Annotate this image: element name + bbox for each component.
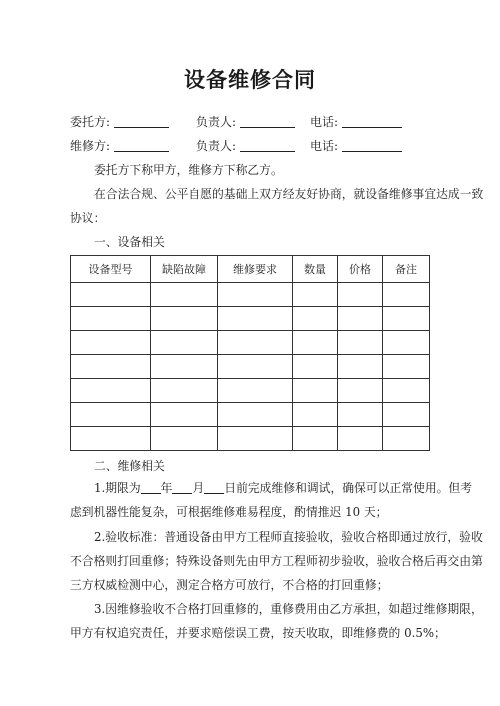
repairer-responsible-label: 负责人: bbox=[196, 139, 237, 153]
item-2-line-1: 2.验收标准：普通设备由甲方工程师直接验收，验收合格即通过放行，验收 bbox=[94, 530, 483, 544]
client-blank[interactable] bbox=[114, 114, 169, 128]
table-cell[interactable] bbox=[218, 307, 293, 331]
table-cell[interactable] bbox=[71, 427, 151, 451]
intro-line-1: 委托方下称甲方，维修方下称乙方。 bbox=[94, 163, 283, 177]
intro-line-2b: 协议： bbox=[70, 211, 106, 225]
intro-line-2a: 在合法合规、公平自愿的基础上双方经友好协商，就设备维修事宜达成一致 bbox=[94, 187, 484, 201]
header-model: 设备型号 bbox=[71, 256, 151, 283]
table-row bbox=[71, 427, 430, 451]
client-responsible-blank[interactable] bbox=[240, 114, 295, 128]
table-cell[interactable] bbox=[338, 403, 383, 427]
repairer-label: 维修方: bbox=[70, 139, 111, 153]
repairer-phone-blank[interactable] bbox=[342, 138, 402, 152]
item-3-line-2: 甲方有权追究责任，并要求赔偿误工费，按天收取，即维修费的 0.5%； bbox=[70, 626, 446, 640]
table-row bbox=[71, 403, 430, 427]
table-cell[interactable] bbox=[338, 427, 383, 451]
table-cell[interactable] bbox=[293, 403, 338, 427]
client-responsible-label: 负责人: bbox=[196, 115, 237, 129]
repairer-blank[interactable] bbox=[114, 138, 169, 152]
table-cell[interactable] bbox=[71, 331, 151, 355]
repairer-phone-label: 电话: bbox=[310, 139, 339, 153]
table-row bbox=[71, 379, 430, 403]
client-responsible-field bbox=[196, 113, 295, 130]
table-cell[interactable] bbox=[218, 403, 293, 427]
table-cell[interactable] bbox=[338, 355, 383, 379]
item-1 bbox=[70, 476, 473, 524]
table-cell[interactable] bbox=[293, 331, 338, 355]
table-cell[interactable] bbox=[151, 307, 218, 331]
header-remarks: 备注 bbox=[383, 256, 430, 283]
item-2-line-2: 不合格则打回重修；特殊设备则先由甲方工程师初步验收，验收合格后再交由第 bbox=[70, 554, 483, 568]
table-cell[interactable] bbox=[293, 427, 338, 451]
section-1-heading: 一、设备相关 bbox=[94, 235, 165, 249]
table-cell[interactable] bbox=[71, 403, 151, 427]
table-cell[interactable] bbox=[218, 283, 293, 307]
table-cell[interactable] bbox=[218, 427, 293, 451]
year-blank[interactable] bbox=[141, 481, 161, 494]
item-1-suffix: 日前完成维修和调试，确保可以正常使用。但考 bbox=[224, 481, 473, 495]
table-cell[interactable] bbox=[293, 307, 338, 331]
item-1-month: 月 bbox=[192, 481, 205, 495]
table-row bbox=[71, 355, 430, 379]
table-cell[interactable] bbox=[293, 283, 338, 307]
item-2-line-3: 三方权威检测中心，测定合格方可放行，不合格的打回重修； bbox=[70, 578, 389, 592]
repairer-field bbox=[70, 137, 169, 154]
header-requirement: 维修要求 bbox=[218, 256, 293, 283]
table-row bbox=[71, 283, 430, 307]
item-1-prefix: 1.期限为 bbox=[94, 481, 141, 495]
table-cell[interactable] bbox=[293, 379, 338, 403]
table-cell[interactable] bbox=[151, 379, 218, 403]
section-2-heading: 二、维修相关 bbox=[94, 459, 165, 473]
repairer-row bbox=[70, 137, 450, 157]
table-cell[interactable] bbox=[71, 379, 151, 403]
table-cell[interactable] bbox=[71, 307, 151, 331]
repairer-responsible-field bbox=[196, 137, 295, 154]
repairer-phone-field bbox=[310, 137, 402, 154]
table-header-row bbox=[71, 256, 430, 283]
table-cell[interactable] bbox=[218, 331, 293, 355]
client-row bbox=[70, 113, 450, 133]
table-cell[interactable] bbox=[383, 331, 430, 355]
table-cell[interactable] bbox=[151, 403, 218, 427]
table-cell[interactable] bbox=[151, 355, 218, 379]
item-3 bbox=[70, 597, 483, 645]
table-cell[interactable] bbox=[218, 355, 293, 379]
header-defect: 缺陷故障 bbox=[151, 256, 218, 283]
day-blank[interactable] bbox=[204, 481, 224, 494]
table-cell[interactable] bbox=[71, 283, 151, 307]
header-price: 价格 bbox=[338, 256, 383, 283]
table-cell[interactable] bbox=[338, 283, 383, 307]
item-1-line-1 bbox=[70, 476, 473, 500]
table-cell[interactable] bbox=[151, 283, 218, 307]
equipment-table bbox=[70, 255, 430, 451]
repairer-responsible-blank[interactable] bbox=[240, 138, 295, 152]
table-cell[interactable] bbox=[151, 427, 218, 451]
table-cell[interactable] bbox=[383, 283, 430, 307]
client-phone-blank[interactable] bbox=[342, 114, 402, 128]
table-cell[interactable] bbox=[218, 379, 293, 403]
item-2 bbox=[70, 525, 483, 597]
table-cell[interactable] bbox=[71, 355, 151, 379]
table-cell[interactable] bbox=[383, 403, 430, 427]
table-body bbox=[71, 283, 430, 451]
client-field bbox=[70, 113, 169, 130]
item-1-line-2: 虑到机器性能复杂，可根据维修难易程度，酌情推迟 10 天； bbox=[70, 505, 388, 519]
client-phone-label: 电话: bbox=[310, 115, 339, 129]
table-cell[interactable] bbox=[338, 379, 383, 403]
table-cell[interactable] bbox=[383, 355, 430, 379]
table-cell[interactable] bbox=[338, 307, 383, 331]
header-quantity: 数量 bbox=[293, 256, 338, 283]
client-phone-field bbox=[310, 113, 402, 130]
document-title: 设备维修合同 bbox=[184, 68, 316, 92]
table-cell[interactable] bbox=[383, 307, 430, 331]
table-row bbox=[71, 331, 430, 355]
table-row bbox=[71, 307, 430, 331]
table-cell[interactable] bbox=[383, 427, 430, 451]
intro-paragraph bbox=[70, 158, 484, 230]
table-cell[interactable] bbox=[383, 379, 430, 403]
item-1-year: 年 bbox=[160, 481, 173, 495]
table-cell[interactable] bbox=[151, 331, 218, 355]
table-cell[interactable] bbox=[338, 331, 383, 355]
month-blank[interactable] bbox=[172, 481, 192, 494]
client-label: 委托方: bbox=[70, 115, 111, 129]
table-cell[interactable] bbox=[293, 355, 338, 379]
item-3-line-1: 3.因维修验收不合格打回重修的，重修费用由乙方承担，如超过维修期限， bbox=[94, 602, 483, 616]
